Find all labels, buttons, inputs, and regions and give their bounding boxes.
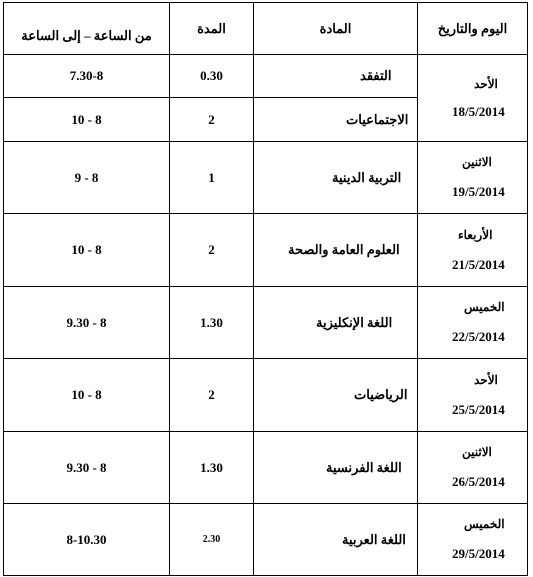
subject-cell: التربية الدينية [254,142,418,214]
day-name: الخميس [464,300,505,314]
time-cell: 9.30 - 8 [4,287,170,359]
time-cell: 9.30 - 8 [4,432,170,504]
time-cell: 8-10.30 [4,504,170,576]
day-date: 26/5/2014 [452,474,505,489]
duration-cell: 1.30 [170,432,254,504]
table-row [4,287,528,359]
day-name: الأحد [474,76,498,91]
day-date: 18/5/2014 [452,103,505,119]
day-date: 25/5/2014 [452,401,505,417]
duration-cell: 2 [170,214,254,287]
time-cell: 10 - 8 [4,98,170,142]
table-row [4,214,528,287]
day-cell [418,504,528,576]
day-cell [418,359,528,432]
day-cell [418,214,528,287]
time-cell: 7.30-8 [4,55,170,98]
subject-cell: اللغة العربية [254,504,418,576]
day-cell [418,55,528,142]
duration-cell: 2 [170,359,254,432]
subject-cell: اللغة الفرنسية [254,432,418,504]
duration-cell: 1 [170,142,254,214]
day-name: الأحد [474,372,498,387]
table-row [4,55,528,98]
day-cell [418,287,528,359]
subject-cell: الاجتماعيات [254,98,418,142]
day-name: الأربعاء [458,227,493,242]
time-cell: 10 - 8 [4,214,170,287]
duration-cell: 1.30 [170,287,254,359]
day-date: 22/5/2014 [452,329,505,344]
duration-cell: 2.30 [170,504,254,576]
day-date: 29/5/2014 [452,546,505,561]
duration-cell: 2 [170,98,254,142]
time-cell: 9 - 8 [4,142,170,214]
subject-cell: التفقد [254,55,418,98]
header-row [4,3,528,55]
subject-cell: الرياضيات [254,359,418,432]
exam-schedule-table [3,2,528,576]
header-subject: المادة [254,3,418,55]
header-duration: المدة [170,3,254,55]
day-date: 19/5/2014 [452,184,505,199]
duration-cell: 0.30 [170,55,254,98]
day-cell [418,142,528,214]
table-row [4,504,528,576]
subject-cell: اللغة الإنكليزية [254,287,418,359]
day-cell [418,432,528,504]
header-time: من الساعة – إلى الساعة [4,3,170,55]
table-row [4,359,528,432]
table-row [4,432,528,504]
subject-cell: العلوم العامة والصحة [254,214,418,287]
table-row [4,142,528,214]
day-date: 21/5/2014 [452,256,505,272]
time-cell: 10 - 8 [4,359,170,432]
day-name: الاثنين [462,445,492,459]
day-name: الخميس [464,517,505,531]
day-name: الاثنين [462,155,492,169]
header-day-date: اليوم والتاريخ [418,3,528,55]
